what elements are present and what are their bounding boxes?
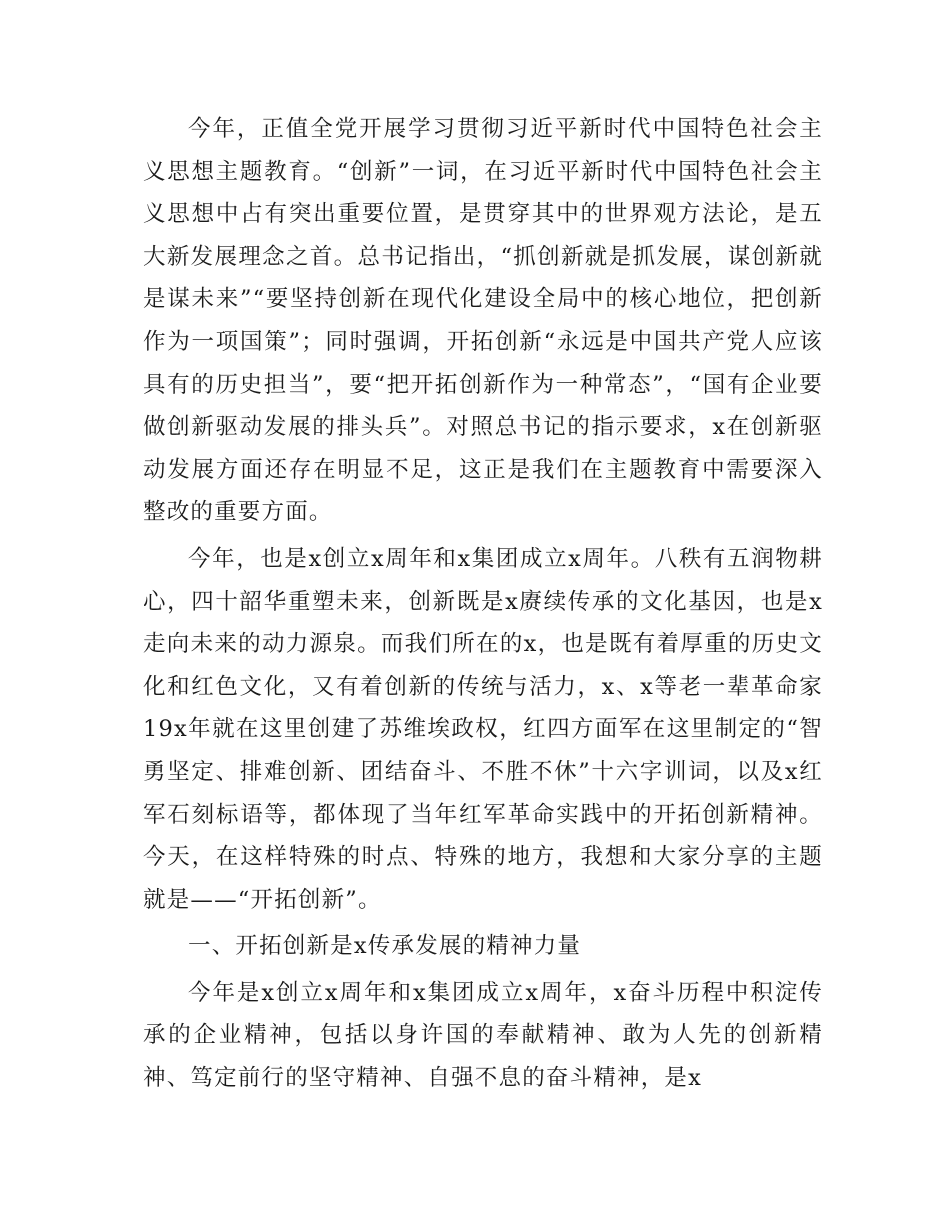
paragraph-section-one: 今年是x创立x周年和x集团成立x周年，x奋斗历程中积淀传承的企业精神，包括以身许国的奉献精神、敢为人先的创新精神、笃定前行的坚守精神、自强不息的奋斗精神，是x [143,979,823,1092]
section-heading: 一、开拓创新是x传承发展的精神力量 [188,933,582,960]
paragraph-anniversary: 今年，也是x创立x周年和x集团成立x周年。八秩有五润物耕心，四十韶华重塑未来，创新既是x赓续传承的文化基因，也是x走向未来的动力源泉。而我们所在的x，也是既有着厚重的历史文化和红色文化，又有着创新的传统与活力，x、x等老一辈革命家19x年就在这里创建了苏维埃政权，红四方面军在这里制定的“智勇坚定、排难创新、团结奋斗、不胜不休”十六字训词，以及x红军石刻标语等，都体现了当年红军革命实践中的开拓创新精神。今天，在这样特殊的时点、特殊的地方，我想和大家分享的主题就是——“开拓创新”。 [143,545,823,913]
paragraph-intro: 今年，正值全党开展学习贯彻习近平新时代中国特色社会主义思想主题教育。“创新”一词，在习近平新时代中国特色社会主义思想中占有突出重要位置，是贯穿其中的世界观方法论，是五大新发展理念之首。总书记指出，“抓创新就是抓发展，谋创新就是谋未来”“要坚持创新在现代化建设全局中的核心地位，把创新作为一项国策”；同时强调，开拓创新“永远是中国共产党人应该具有的历史担当”，要“把开拓创新作为一种常态”，“国有企业要做创新驱动发展的排头兵”。对照总书记的指示要求，x在创新驱动发展方面还存在明显不足，这正是我们在主题教育中需要深入整改的重要方面。 [143,116,823,526]
document-body [143,108,823,1104]
